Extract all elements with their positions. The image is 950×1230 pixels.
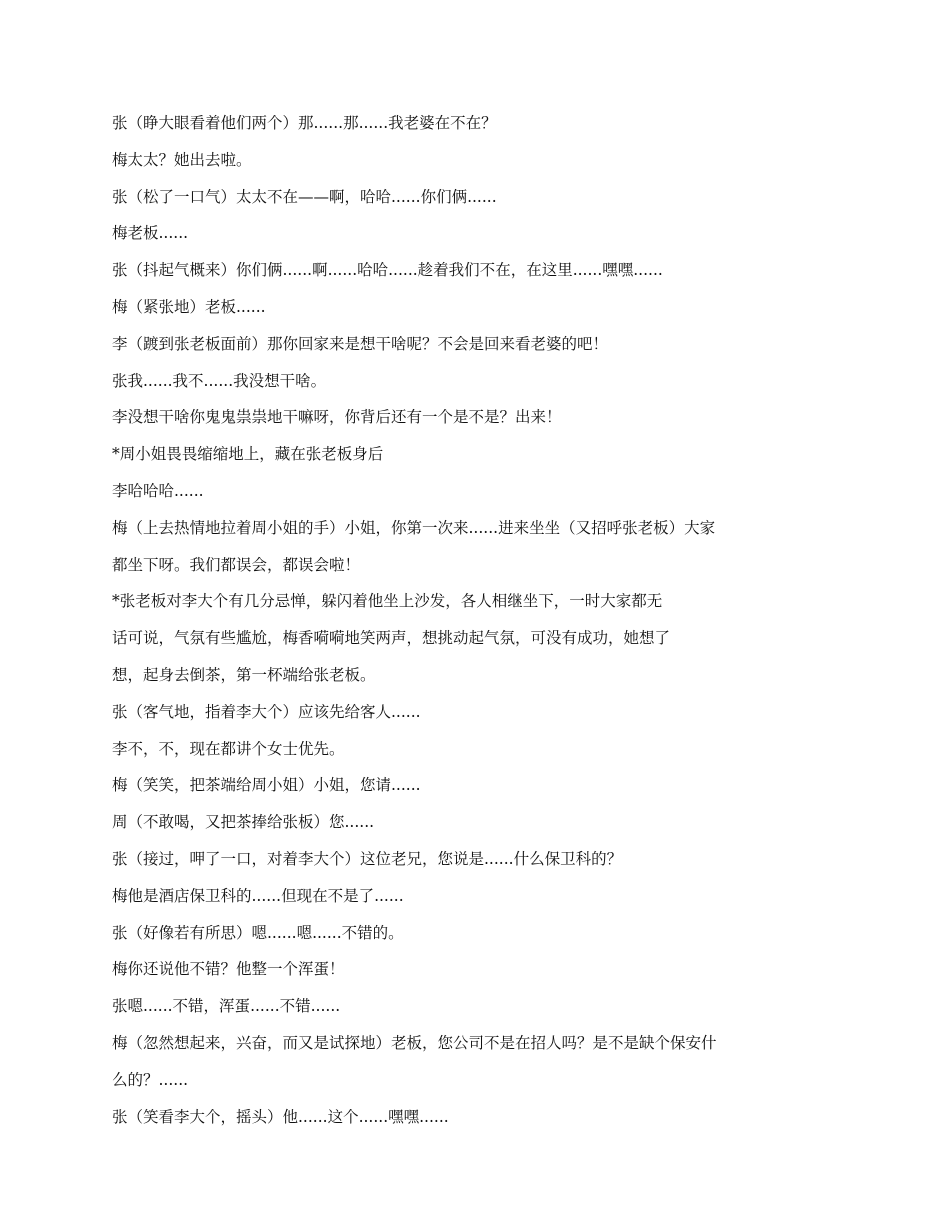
script-line: 梅你还说他不错？他整一个浑蛋！ [112, 960, 345, 979]
script-text [112, 109, 842, 1139]
script-line: 李没想干啥你鬼鬼祟祟地干嘛呀，你背后还有一个是不是？出来！ [112, 408, 562, 427]
script-line: 梅（紧张地）老板...... [112, 297, 266, 316]
script-line: 都坐下呀。我们都误会，都误会啦！ [112, 555, 361, 574]
script-line: 梅太太？她出去啦。 [112, 150, 252, 169]
script-line: 李哈哈哈...... [112, 481, 204, 500]
script-line: 张（抖起气概来）你们俩......啊......哈哈......趁着我们不在，在这里......嘿嘿...... [112, 261, 663, 280]
script-line: 张（睁大眼看着他们两个）那......那......我老婆在不在？ [112, 114, 497, 132]
script-line: 梅他是酒店保卫科的......但现在不是了...... [112, 886, 404, 905]
script-line: 张我......我不......我没想干啥。 [112, 371, 327, 390]
script-line: 周（不敢喝，又把茶捧给张板）您...... [112, 813, 375, 832]
script-line: 梅（笑笑，把茶端给周小姐）小姐，您请...... [112, 776, 421, 795]
script-line: 张（客气地，指着李大个）应该先给客人...... [112, 702, 421, 721]
script-line: 张（松了一口气）太太不在——啊，哈哈......你们俩...... [112, 187, 497, 206]
script-line: 张（笑看李大个，摇头）他......这个......嘿嘿...... [112, 1107, 449, 1126]
script-line: 梅老板...... [112, 224, 189, 243]
stage-direction: 话可说，气氛有些尴尬，梅香嗬嗬地笑两声，想挑动起气氛，可没有成功，她想了 [112, 629, 671, 648]
stage-direction: *周小姐畏畏缩缩地上，藏在张老板身后 [112, 445, 384, 464]
script-line: 么的？...... [112, 1070, 189, 1089]
script-line: 张（好像若有所思）嗯......嗯......不错的。 [112, 923, 404, 942]
script-line: 张（接过，呷了一口，对着李大个）这位老兄，您说是......什么保卫科的？ [112, 849, 623, 868]
script-line: 梅（忽然想起来，兴奋，而又是试探地）老板，您公司不是在招人吗？是不是缺个保安什 [112, 1033, 717, 1052]
script-line: 李（踱到张老板面前）那你回家来是想干啥呢？不会是回来看老婆的吧！ [112, 334, 609, 353]
stage-direction: 想，起身去倒茶，第一杯端给张老板。 [112, 665, 376, 684]
script-line: 李不，不，现在都讲个女士优先。 [112, 739, 345, 758]
script-line: 张嗯......不错，浑蛋......不错...... [112, 997, 341, 1016]
stage-direction: *张老板对李大个有几分忌惮，躲闪着他坐上沙发，各人相继坐下，一时大家都无 [112, 592, 663, 611]
script-line: 梅（上去热情地拉着周小姐的手）小姐，你第一次来......进来坐坐（又招呼张老板）大家 [112, 518, 716, 537]
